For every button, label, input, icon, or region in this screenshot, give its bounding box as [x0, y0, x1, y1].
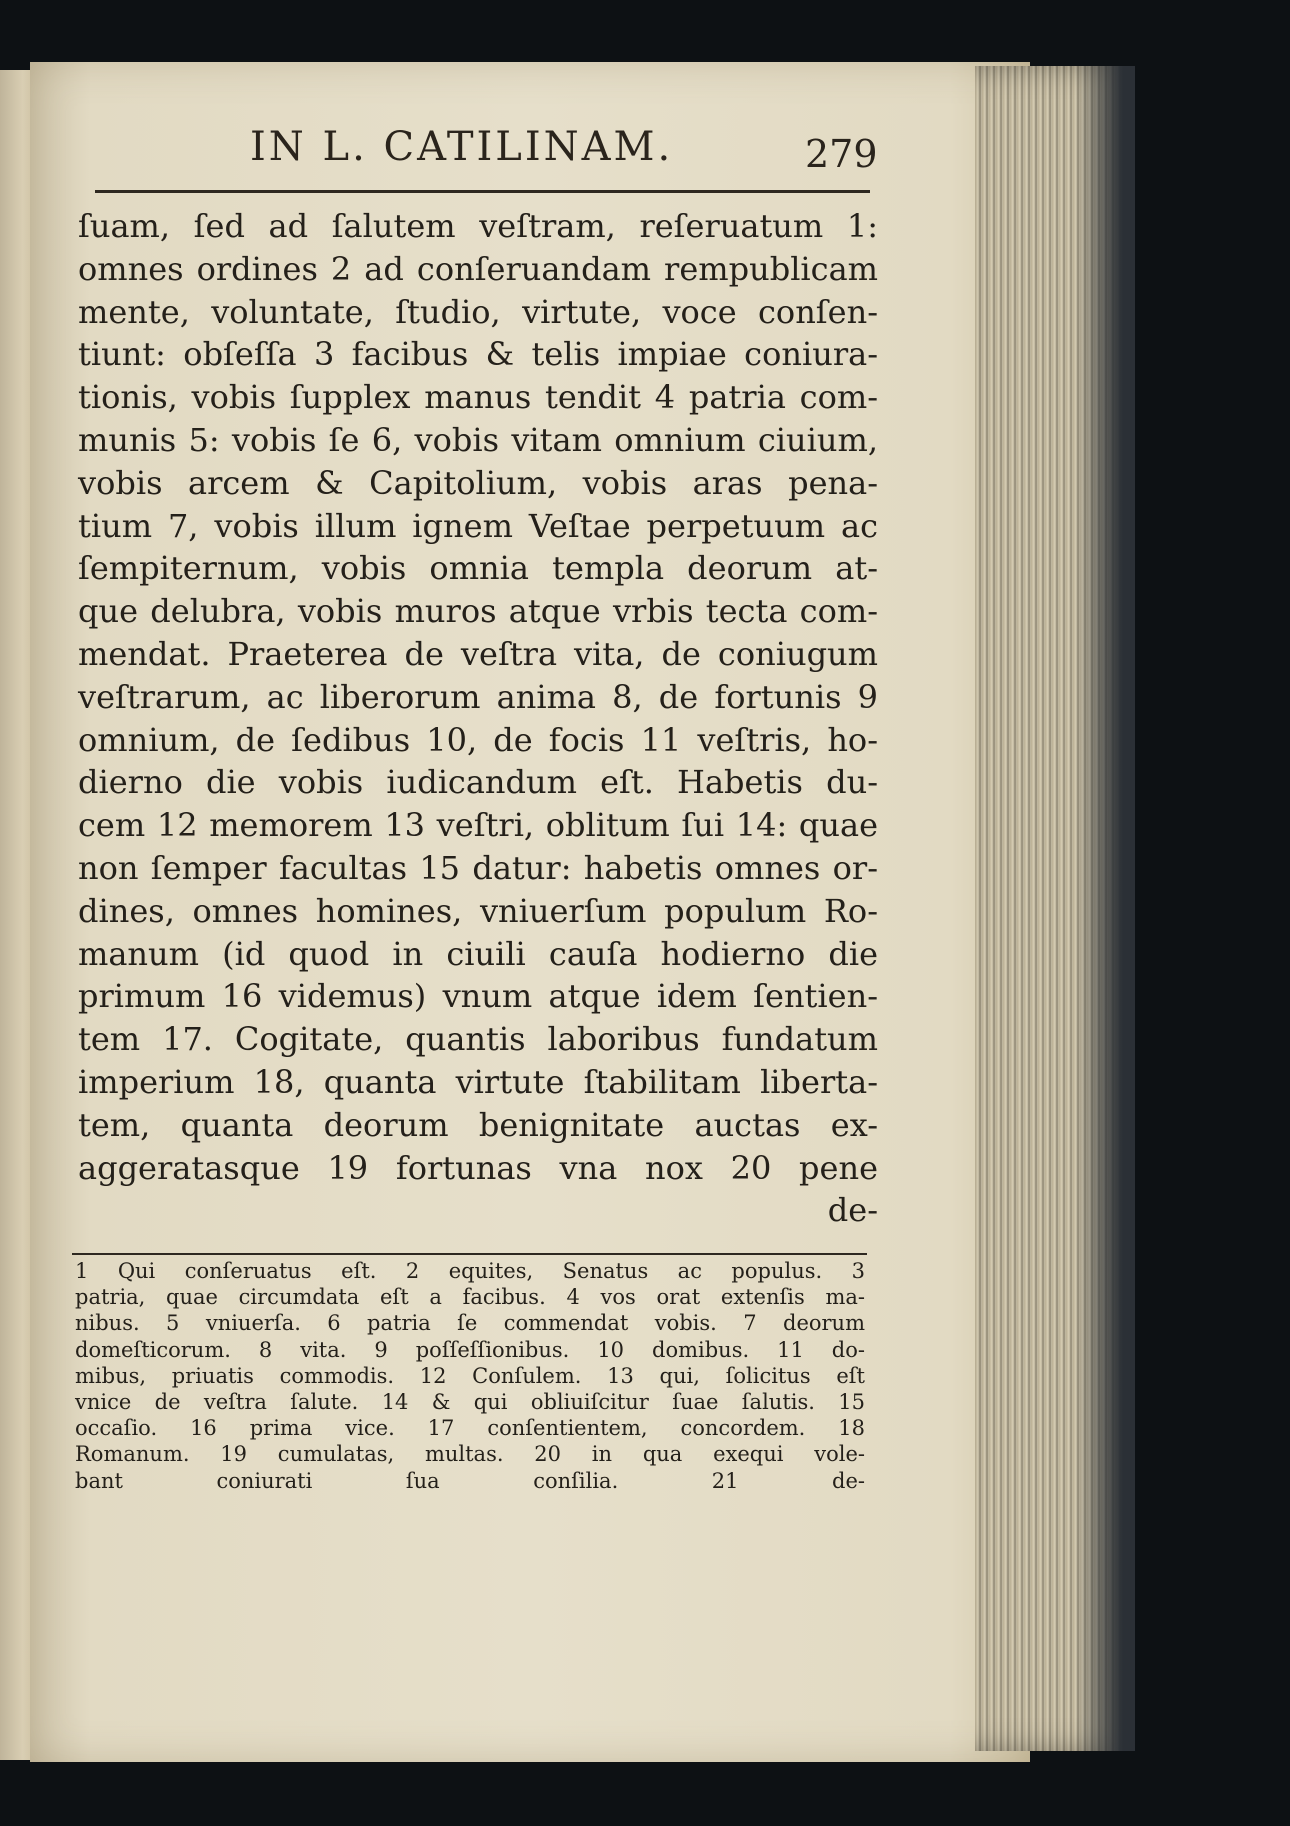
footnote-line: occaſio. 16 prima vice. 17 conſentientem, concordem. 18	[75, 1416, 865, 1441]
text-line: non ſemper facultas 15 datur: habetis omnes or-	[78, 848, 878, 887]
text-line: omnes ordines 2 ad conſeruandam rempublicam	[78, 249, 878, 288]
footnote-line: 1 Qui conſeruatus eſt. 2 equites, Senatus ac populus. 3	[75, 1259, 865, 1283]
text-line: vobis arcem & Capitolium, vobis aras pena-	[78, 463, 878, 502]
text-line: que delubra, vobis muros atque vrbis tecta com-	[78, 592, 878, 631]
footnote-line: patria, quae circumdata eſt a facibus. 4 vos orat extenſis ma-	[75, 1285, 865, 1310]
text-line: ſempiternum, vobis omnia templa deorum at-	[78, 549, 878, 588]
page-number: 279	[805, 132, 878, 176]
text-line: tiunt: obſeſſa 3 facibus & telis impiae coniura-	[78, 335, 878, 374]
text-line: munis 5: vobis ſe 6, vobis vitam omnium ciuium,	[78, 420, 878, 459]
text-line: de-	[827, 1191, 878, 1230]
footnote-line: domeſticorum. 8 vita. 9 poſſeſſionibus. 10 domibus. 11 do-	[75, 1337, 865, 1362]
text-line: tem 17. Cogitate, quantis laboribus fundatum	[78, 1020, 878, 1059]
text-line: dines, omnes homines, vniuerſum populum Ro-	[78, 891, 878, 930]
page-fore-edge	[975, 66, 1135, 1751]
footnote-line: Romanum. 19 cumulatas, multas. 20 in qua exequi vole-	[75, 1442, 865, 1467]
footnotes	[75, 1258, 865, 1494]
page-header	[90, 118, 880, 178]
text-line: mendat. Praeterea de veſtra vita, de coniugum	[78, 634, 878, 673]
text-line: ſuam, ſed ad ſalutem veſtram, reſeruatum 1:	[78, 207, 878, 245]
text-line: veſtrarum, ac liberorum anima 8, de fortunis 9	[78, 677, 878, 716]
text-line: manum (id quod in ciuili cauſa hodierno die	[78, 934, 878, 973]
running-title: IN L. CATILINAM.	[250, 124, 674, 170]
footnote-line: vnice de veſtra ſalute. 14 & qui obliuiſcitur ſuae ſalutis. 15	[75, 1389, 865, 1414]
footnote-line: bant coniurati ſua conſilia. 21 de-	[75, 1468, 865, 1493]
main-text	[78, 205, 878, 1232]
text-line: tium 7, vobis illum ignem Veſtae perpetuum ac	[78, 506, 878, 545]
footnote-line: mibus, priuatis commodis. 12 Conſulem. 13 qui, ſolicitus eſt	[75, 1363, 865, 1388]
header-rule	[95, 190, 870, 193]
text-line: tem, quanta deorum benignitate auctas ex-	[78, 1105, 878, 1144]
text-line: tionis, vobis ſupplex manus tendit 4 patria com-	[78, 378, 878, 417]
footnote-rule	[72, 1253, 867, 1255]
text-line: aggeratasque 19 fortunas vna nox 20 pene	[78, 1148, 878, 1187]
text-line: mente, voluntate, ſtudio, virtute, voce conſen-	[78, 292, 878, 331]
text-line: omnium, de ſedibus 10, de focis 11 veſtris, ho-	[78, 720, 878, 759]
text-line: dierno die vobis iudicandum eſt. Habetis du-	[78, 763, 878, 802]
text-line: primum 16 videmus) vnum atque idem ſentien-	[78, 977, 878, 1016]
fore-edge-shadow	[1075, 66, 1135, 1751]
text-line: imperium 18, quanta virtute ſtabilitam liberta-	[78, 1062, 878, 1101]
text-line: cem 12 memorem 13 veſtri, oblitum ſui 14: quae	[78, 806, 878, 845]
footnote-line: nibus. 5 vniuerſa. 6 patria ſe commendat vobis. 7 deorum	[75, 1311, 865, 1336]
